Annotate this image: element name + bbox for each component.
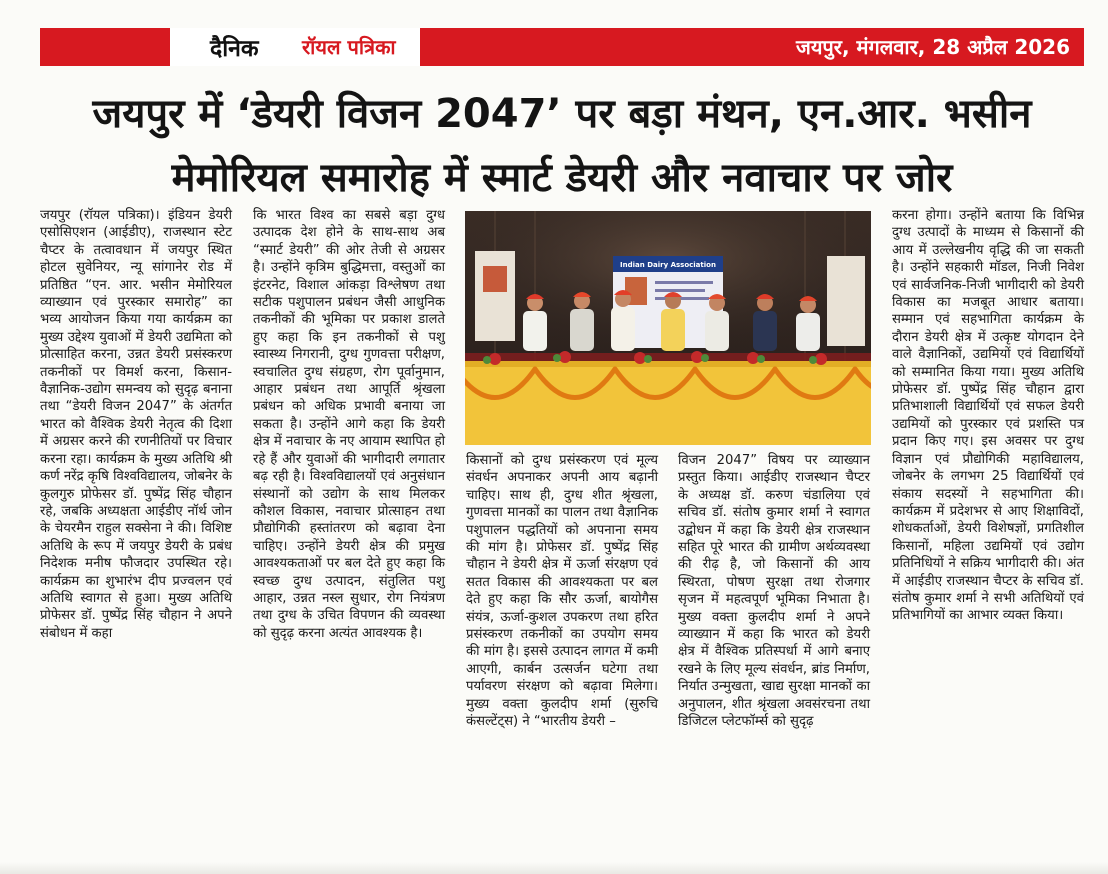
next-article-fold: [0, 862, 1108, 874]
masthead-bar: [40, 28, 1084, 66]
article-column-1: जयपुर (रॉयल पत्रिका)। इंडियन डेयरी एसोसिएशन (आईडीए), राजस्थान स्टेट चैप्टर के तत्वावधान में जयपुर स्थित होटल सुवेनियर, न्यू सांगानेर रोड में प्रतिष्ठित “एन. आर. भसीन मेमोरियल व्याख्यान एवं पुरस्कार समारोह” का भव्य आयोजन किया गया कार्यक्रम का मुख्य उद्देश्य युवाओं में डेयरी उद्यमिता को प्रोत्साहित करना, उन्नत डेयरी प्रसंस्करण तकनीकों पर विमर्श करना, किसान-वैज्ञानिक-उद्योग समन्वय को सुदृढ़ बनाना तथा “डेयरी विजन 2047” के अंतर्गत भारत को वैश्विक डेयरी नेतृत्व की दिशा में अग्रसर करने की रणनीतियों पर विचार करना रहा। कार्यक्रम के मुख्य अतिथि श्री कर्ण नरेंद्र कृषि विश्वविद्यालय, जोबनेर के कुलगुरु प्रोफेसर डॉ. पुष्पेंद्र सिंह चौहान रहे, जबकि अध्यक्षता आईडीए नॉर्थ जोन के चेयरमैन राहुल सक्सेना ने की। विशिष्ट अतिथि के रूप में जयपुर डेयरी के प्रबंध निदेशक मनीष फौजदार उपस्थित रहे। कार्यक्रम का शुभारंभ दीप प्रज्वलन एवं अतिथि स्वागत से हुआ। मुख्य अतिथि प्रोफेसर डॉ. पुष्पेंद्र सिंह चौहान ने अपने संबोधन में कहा: [40, 208, 233, 641]
event-photo: [465, 211, 871, 445]
masthead-word-royal-patrika: रॉयल पत्रिका: [302, 35, 396, 59]
headline-line-2: मेमोरियल समारोह में स्मार्ट डेयरी और नवाचार पर जोर: [171, 155, 953, 201]
article-column-5: करना होगा। उन्होंने बताया कि विभिन्न दुग्ध उत्पादों के माध्यम से किसानों की आय में उल्लेखनीय वृद्धि की जा सकती है। उन्होंने सहकारी मॉडल, निजी निवेश एवं सार्वजनिक-निजी भागीदारी को डेयरी विकास का मजबूत आधार बताया। सम्मान एवं सहभागिता कार्यक्रम के दौरान डेयरी क्षेत्र में उत्कृष्ट योगदान देने वाले वैज्ञानिकों, उद्यमियों एवं विद्यार्थियों को सम्मानित किया गया। मुख्य अतिथि प्रोफेसर डॉ. पुष्पेंद्र सिंह चौहान द्वारा प्रतिभाशाली विद्यार्थियों एवं सफल डेयरी उद्यमियों को पुरस्कार एवं प्रशस्ति पत्र प्रदान किए गए। इस अवसर पर दुग्ध विज्ञान एवं प्रौद्योगिकी महाविद्यालय, जोबनेर के लगभग 25 विद्यार्थियों एवं संकाय सदस्यों ने सहभागिता की। कार्यक्रम में प्रदेशभर से आए शिक्षाविदों, शोधकर्ताओं, डेयरी विशेषज्ञों, प्रगतिशील किसानों, महिला उद्यमियों एवं उद्योग प्रतिनिधियों ने सक्रिय भागीदारी की। अंत में आईडीए राजस्थान चैप्टर के सचिव डॉ. संतोष कुमार शर्मा ने सभी अतिथियों एवं प्रतिभागियों का आभार व्यक्त किया।: [892, 208, 1084, 624]
article-column-3: किसानों को दुग्ध प्रसंस्करण एवं मूल्य संवर्धन अपनाकर अपनी आय बढ़ानी चाहिए। साथ ही, दुग्ध शीत श्रृंखला, गुणवत्ता मानकों का पालन तथा वैज्ञानिक पशुपालन पद्धतियों को अपनाना समय की मांग है। प्रोफेसर डॉ. पुष्पेंद्र सिंह चौहान ने डेयरी क्षेत्र में ऊर्जा संरक्षण एवं सतत विकास की आवश्यकता पर बल देते हुए कहा कि सौर ऊर्जा, बायोगैस संयंत्र, ऊर्जा-कुशल उपकरण तथा हरित प्रसंस्करण तकनीकों का उपयोग समय की मांग है। इससे उत्पादन लागत में कमी आएगी, कार्बन उत्सर्जन घटेगा तथा पर्यावरण संरक्षण को बढ़ावा मिलेगा। मुख्य वक्ता कुलदीप शर्मा (सुरुचि कंसल्टेंट्स) ने “भारतीय डेयरी –: [466, 453, 658, 730]
masthead-dateline: जयपुर, मंगलवार, 28 अप्रैल 2026: [795, 35, 1070, 59]
article-headline: [40, 82, 1084, 210]
article-column-4: विजन 2047” विषय पर व्याख्यान प्रस्तुत किया। आईडीए राजस्थान चैप्टर के अध्यक्ष डॉ. करुण चंडालिया एवं सचिव डॉ. संतोष कुमार शर्मा ने स्वागत उद्बोधन में कहा कि डेयरी क्षेत्र राजस्थान सहित पूरे भारत की ग्रामीण अर्थव्यवस्था की रीढ़ है, जो किसानों की आय स्थिरता, पोषण सुरक्षा तथा रोजगार सृजन में महत्वपूर्ण भूमिका निभाता है। मुख्य वक्ता कुलदीप शर्मा ने अपने व्याख्यान में कहा कि भारत को डेयरी क्षेत्र में वैश्विक प्रतिस्पर्धा में आगे बनाए रखने के लिए मूल्य संवर्धन, ब्रांड निर्माण, निर्यात उन्मुखता, खाद्य सुरक्षा मानकों का अनुपालन, शीत श्रृंखला अवसंरचना तथा डिजिटल प्लेटफॉर्म्स को सुदृढ़: [678, 453, 870, 730]
banner-title-text: Indian Dairy Association: [620, 261, 716, 269]
article-column-2: कि भारत विश्व का सबसे बड़ा दुग्ध उत्पादक देश होने के साथ-साथ अब “स्मार्ट डेयरी” की ओर तेजी से अग्रसर है। उन्होंने कृत्रिम बुद्धिमत्ता, वस्तुओं का इंटरनेट, विशाल आंकड़ा विश्लेषण तथा सटीक पशुपालन प्रबंधन जैसी आधुनिक तकनीकों की भूमिका पर प्रकाश डालते हुए कहा कि इन तकनीकों से पशु स्वास्थ्य निगरानी, दुग्ध गुणवत्ता परीक्षण, स्वचालित दुग्ध संग्रहण, रोग पूर्वानुमान, आहार प्रबंधन तथा आपूर्ति श्रृंखला प्रबंधन को अधिक प्रभावी बनाया जा सकता है। उन्होंने आगे कहा कि डेयरी क्षेत्र में नवाचार के नए आयाम स्थापित हो रहे हैं और युवाओं की भागीदारी लगातार बढ़ रही है। विश्वविद्यालयों एवं अनुसंधान संस्थानों को उद्योग के साथ मिलकर कौशल विकास, नवाचार प्रोत्साहन तथा प्रौद्योगिकी हस्तांतरण को बढ़ावा देना चाहिए। उन्होंने डेयरी क्षेत्र की प्रमुख आवश्यकताओं पर बल देते हुए कहा कि स्वच्छ दुग्ध उत्पादन, संतुलित पशु आहार, उन्नत नस्ल सुधार, रोग नियंत्रण तथा दुग्ध के उचित विपणन की व्यवस्था को सुदृढ़ करना अत्यंत आवश्यक है।: [253, 208, 445, 641]
headline-line-1: जयपुर में ‘डेयरी विजन 2047’ पर बड़ा मंथन, एन.आर. भसीन: [92, 91, 1032, 137]
masthead-word-dainik: दैनिक: [210, 36, 259, 62]
